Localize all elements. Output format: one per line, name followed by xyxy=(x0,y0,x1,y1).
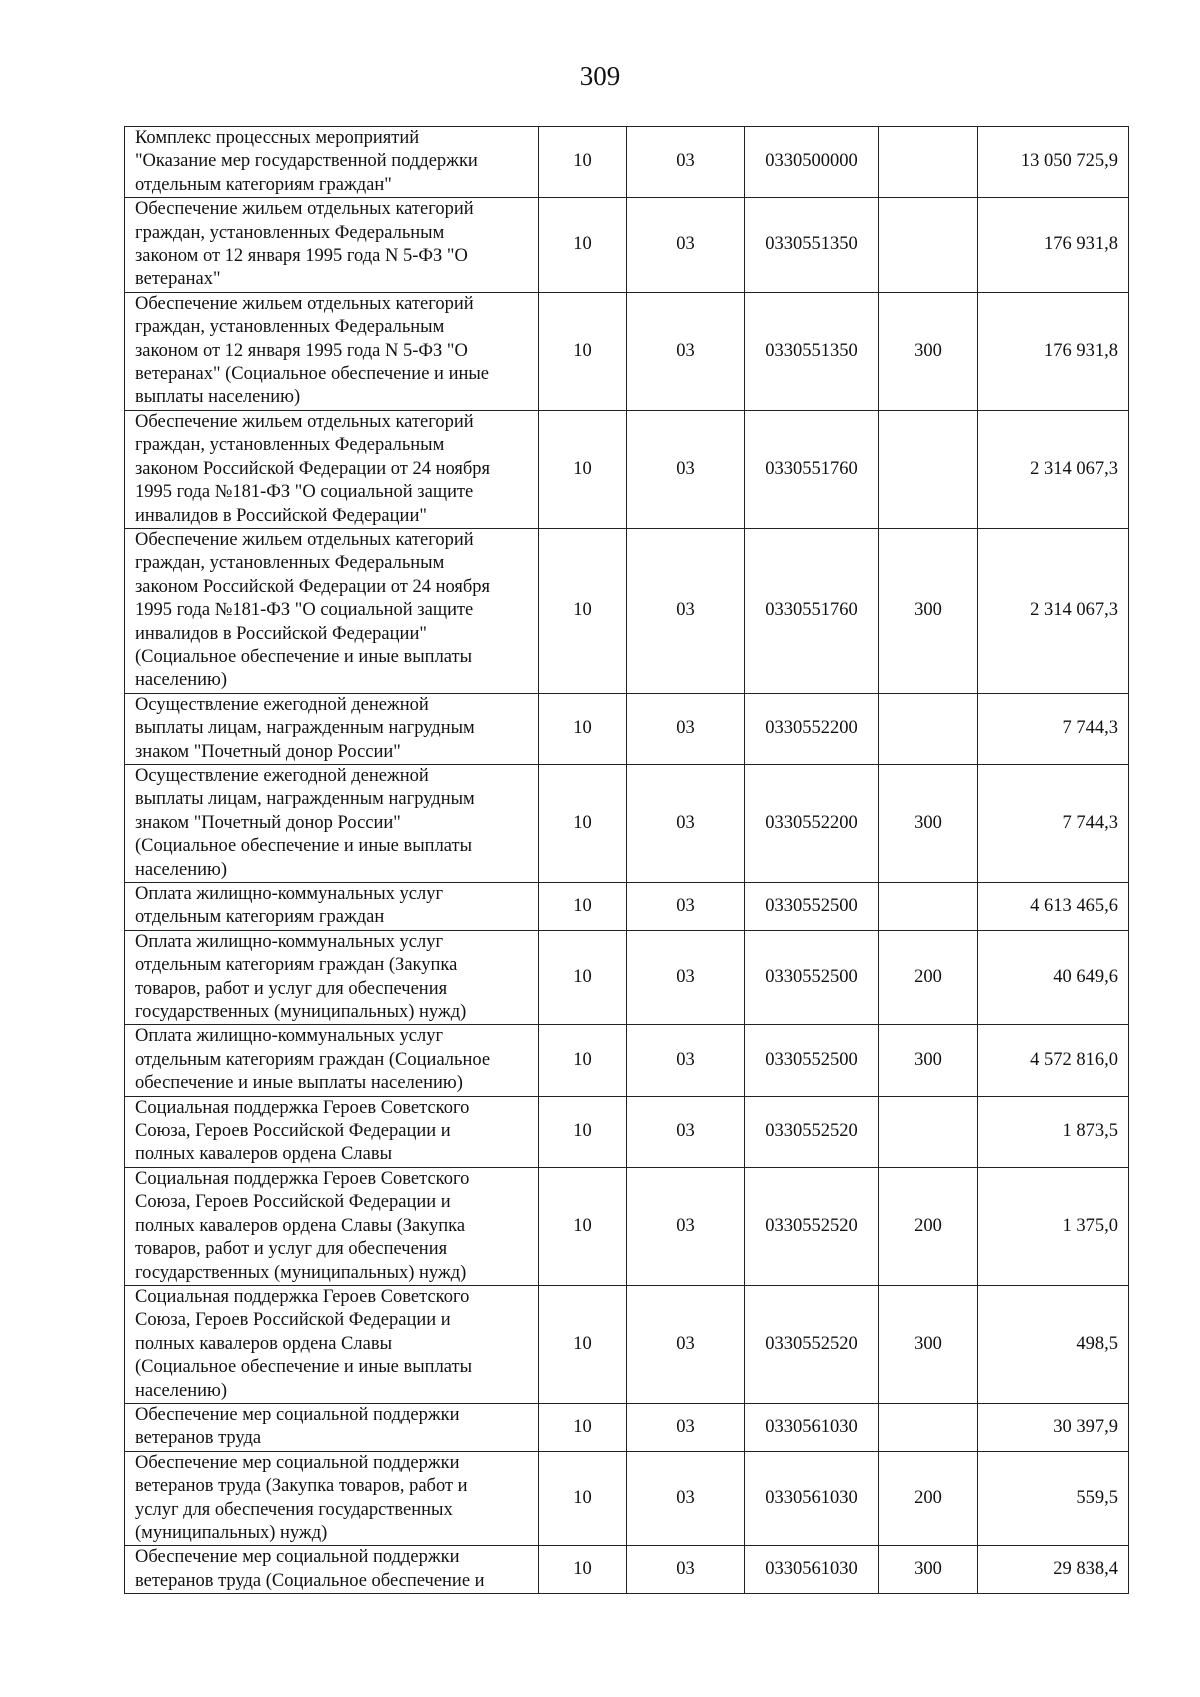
amount-cell: 40 649,6 xyxy=(978,930,1129,1025)
amount-cell: 7 744,3 xyxy=(978,764,1129,882)
expense-name-cell xyxy=(125,127,539,198)
expense-name-cell xyxy=(125,1451,539,1546)
expense-name-line: законом Российской Федерации от 24 ноября xyxy=(135,576,491,597)
expense-name-line: населению) xyxy=(135,859,227,880)
table-row xyxy=(125,198,1129,293)
table-row xyxy=(125,764,1129,882)
target-article-cell: 0330561030 xyxy=(745,1546,879,1594)
expense-type-cell xyxy=(879,883,978,931)
expense-type-cell xyxy=(879,410,978,528)
expense-name-line: населению) xyxy=(135,1380,227,1401)
expense-name-line: граждан, установленных Федеральным xyxy=(135,317,445,338)
section-code-cell: 10 xyxy=(539,1096,627,1167)
expense-name-line: Союза, Героев Российской Федерации и xyxy=(135,1310,451,1331)
expense-name-cell xyxy=(125,1403,539,1451)
expense-type-cell: 200 xyxy=(879,1451,978,1546)
amount-cell: 2 314 067,3 xyxy=(978,410,1129,528)
section-code-cell: 10 xyxy=(539,693,627,764)
expense-name-line: товаров, работ и услуг для обеспечения xyxy=(135,978,448,999)
expense-name-cell xyxy=(125,528,539,693)
expense-name-line: ветеранах" xyxy=(135,269,221,290)
expense-name-line: (Социальное обеспечение и иные выплаты xyxy=(135,646,473,667)
expense-type-cell xyxy=(879,1096,978,1167)
expense-name-line: полных кавалеров ордена Славы (Закупка xyxy=(135,1215,466,1236)
expense-name-line: Комплекс процессных мероприятий xyxy=(135,128,420,148)
expense-name-line: полных кавалеров ордена Славы xyxy=(135,1333,392,1354)
expense-name-cell xyxy=(125,198,539,293)
expense-name-line: Осуществление ежегодной денежной xyxy=(135,765,429,786)
section-code-cell: 10 xyxy=(539,1403,627,1451)
target-article-cell: 0330500000 xyxy=(745,127,879,198)
expense-name-line: услуг для обеспечения государственных xyxy=(135,1499,453,1520)
amount-cell: 2 314 067,3 xyxy=(978,528,1129,693)
expense-name-line: Социальная поддержка Героев Советского xyxy=(135,1168,470,1189)
amount-cell: 1 375,0 xyxy=(978,1167,1129,1285)
table-row xyxy=(125,127,1129,198)
expense-name-line: Обеспечение мер социальной поддержки xyxy=(135,1404,460,1425)
section-code-cell: 10 xyxy=(539,883,627,931)
amount-cell: 4 572 816,0 xyxy=(978,1025,1129,1096)
expense-name-cell xyxy=(125,764,539,882)
target-article-cell: 0330551350 xyxy=(745,292,879,410)
expense-name-cell xyxy=(125,1167,539,1285)
expense-name-line: знаком "Почетный донор России" xyxy=(135,812,401,833)
amount-cell: 176 931,8 xyxy=(978,198,1129,293)
expense-name-line: отдельным категориям граждан" xyxy=(135,174,392,195)
expense-name-line: 1995 года №181-ФЗ "О социальной защите xyxy=(135,482,474,503)
expense-name-line: выплаты населению) xyxy=(135,387,301,408)
expense-name-line: выплаты лицам, награжденным нагрудным xyxy=(135,718,475,739)
subsection-code-cell: 03 xyxy=(627,292,745,410)
section-code-cell: 10 xyxy=(539,930,627,1025)
expense-name-cell xyxy=(125,292,539,410)
expense-name-line: Социальная поддержка Героев Советского xyxy=(135,1097,470,1118)
subsection-code-cell: 03 xyxy=(627,1285,745,1403)
target-article-cell: 0330552500 xyxy=(745,883,879,931)
expense-type-cell: 300 xyxy=(879,528,978,693)
amount-cell: 4 613 465,6 xyxy=(978,883,1129,931)
expense-name-line: инвалидов в Российской Федерации" xyxy=(135,623,427,644)
subsection-code-cell: 03 xyxy=(627,1167,745,1285)
target-article-cell: 0330551760 xyxy=(745,410,879,528)
expense-name-cell xyxy=(125,410,539,528)
expense-name-line: Осуществление ежегодной денежной xyxy=(135,694,429,715)
expense-name-line: Обеспечение мер социальной поддержки xyxy=(135,1547,460,1568)
section-code-cell: 10 xyxy=(539,764,627,882)
section-code-cell: 10 xyxy=(539,1167,627,1285)
target-article-cell: 0330551350 xyxy=(745,198,879,293)
expense-name-line: граждан, установленных Федеральным xyxy=(135,222,445,243)
expense-name-line: Союза, Героев Российской Федерации и xyxy=(135,1192,451,1213)
page-number: 309 xyxy=(579,61,621,91)
expense-name-line: ветеранах" (Социальное обеспечение и иные xyxy=(135,364,490,385)
expense-name-line: ветеранов труда (Социальное обеспечение и xyxy=(135,1570,485,1591)
expense-type-cell: 200 xyxy=(879,1167,978,1285)
section-code-cell: 10 xyxy=(539,1546,627,1594)
target-article-cell: 0330552500 xyxy=(745,1025,879,1096)
target-article-cell: 0330552200 xyxy=(745,764,879,882)
expense-name-line: отдельным категориям граждан (Социальное xyxy=(135,1049,491,1070)
amount-cell: 7 744,3 xyxy=(978,693,1129,764)
subsection-code-cell: 03 xyxy=(627,693,745,764)
section-code-cell: 10 xyxy=(539,410,627,528)
table-row xyxy=(125,1451,1129,1546)
expense-name-cell xyxy=(125,1096,539,1167)
expense-name-line: Обеспечение жильем отдельных категорий xyxy=(135,293,474,314)
subsection-code-cell: 03 xyxy=(627,410,745,528)
amount-cell: 29 838,4 xyxy=(978,1546,1129,1594)
expense-name-line: законом от 12 января 1995 года N 5-ФЗ "О xyxy=(135,246,468,267)
expense-name-cell xyxy=(125,883,539,931)
table-row xyxy=(125,930,1129,1025)
expense-name-line: государственных (муниципальных) нужд) xyxy=(135,1262,467,1283)
subsection-code-cell: 03 xyxy=(627,528,745,693)
budget-table-body xyxy=(125,127,1129,1594)
expense-name-line: (Социальное обеспечение и иные выплаты xyxy=(135,1357,473,1378)
subsection-code-cell: 03 xyxy=(627,1451,745,1546)
expense-name-line: Социальная поддержка Героев Советского xyxy=(135,1286,470,1307)
expense-type-cell: 300 xyxy=(879,1546,978,1594)
section-code-cell: 10 xyxy=(539,198,627,293)
table-row xyxy=(125,292,1129,410)
expense-name-line: законом от 12 января 1995 года N 5-ФЗ "О xyxy=(135,340,468,361)
amount-cell: 559,5 xyxy=(978,1451,1129,1546)
subsection-code-cell: 03 xyxy=(627,883,745,931)
expense-name-line: Обеспечение жильем отдельных категорий xyxy=(135,411,474,432)
target-article-cell: 0330551760 xyxy=(745,528,879,693)
expense-name-line: выплаты лицам, награжденным нагрудным xyxy=(135,789,475,810)
expense-name-line: отдельным категориям граждан xyxy=(135,907,385,928)
expense-type-cell xyxy=(879,127,978,198)
expense-type-cell xyxy=(879,198,978,293)
expense-name-line: 1995 года №181-ФЗ "О социальной защите xyxy=(135,600,474,621)
amount-cell: 30 397,9 xyxy=(978,1403,1129,1451)
expense-name-line: Союза, Героев Российской Федерации и xyxy=(135,1121,451,1142)
expense-name-line: Обеспечение мер социальной поддержки xyxy=(135,1452,460,1473)
table-row xyxy=(125,1546,1129,1594)
subsection-code-cell: 03 xyxy=(627,764,745,882)
target-article-cell: 0330552520 xyxy=(745,1096,879,1167)
section-code-cell: 10 xyxy=(539,292,627,410)
amount-cell: 13 050 725,9 xyxy=(978,127,1129,198)
expense-name-cell xyxy=(125,1025,539,1096)
amount-cell: 1 873,5 xyxy=(978,1096,1129,1167)
expense-name-line: отдельным категориям граждан (Закупка xyxy=(135,955,458,976)
target-article-cell: 0330561030 xyxy=(745,1403,879,1451)
expense-type-cell: 200 xyxy=(879,930,978,1025)
expense-name-line: полных кавалеров ордена Славы xyxy=(135,1144,392,1165)
target-article-cell: 0330552200 xyxy=(745,693,879,764)
expense-name-line: (Социальное обеспечение и иные выплаты xyxy=(135,836,473,857)
expense-type-cell: 300 xyxy=(879,292,978,410)
expense-name-line: инвалидов в Российской Федерации" xyxy=(135,505,427,526)
table-row xyxy=(125,1096,1129,1167)
expense-name-line: Оплата жилищно-коммунальных услуг xyxy=(135,884,444,904)
expense-name-line: государственных (муниципальных) нужд) xyxy=(135,1002,467,1023)
expense-name-line: Обеспечение жильем отдельных категорий xyxy=(135,529,474,550)
table-row xyxy=(125,1025,1129,1096)
target-article-cell: 0330561030 xyxy=(745,1451,879,1546)
section-code-cell: 10 xyxy=(539,1025,627,1096)
subsection-code-cell: 03 xyxy=(627,1403,745,1451)
target-article-cell: 0330552520 xyxy=(745,1167,879,1285)
table-row xyxy=(125,1285,1129,1403)
table-row xyxy=(125,883,1129,931)
section-code-cell: 10 xyxy=(539,127,627,198)
expense-name-line: ветеранов труда (Закупка товаров, работ и xyxy=(135,1476,468,1497)
expense-name-line: товаров, работ и услуг для обеспечения xyxy=(135,1239,448,1260)
expense-name-line: "Оказание мер государственной поддержки xyxy=(135,151,478,172)
target-article-cell: 0330552500 xyxy=(745,930,879,1025)
table-row xyxy=(125,528,1129,693)
expense-name-line: (муниципальных) нужд) xyxy=(135,1522,328,1543)
expense-name-line: законом Российской Федерации от 24 ноября xyxy=(135,458,491,479)
expense-type-cell: 300 xyxy=(879,764,978,882)
expense-name-line: Оплата жилищно-коммунальных услуг xyxy=(135,931,444,952)
amount-cell: 498,5 xyxy=(978,1285,1129,1403)
budget-table xyxy=(124,126,1129,1594)
expense-name-line: ветеранов труда xyxy=(135,1428,262,1449)
target-article-cell: 0330552520 xyxy=(745,1285,879,1403)
subsection-code-cell: 03 xyxy=(627,1025,745,1096)
subsection-code-cell: 03 xyxy=(627,930,745,1025)
subsection-code-cell: 03 xyxy=(627,1096,745,1167)
expense-name-line: обеспечение и иные выплаты населению) xyxy=(135,1073,463,1094)
expense-type-cell xyxy=(879,1403,978,1451)
expense-name-line: населению) xyxy=(135,670,227,691)
subsection-code-cell: 03 xyxy=(627,1546,745,1594)
expense-name-line: Оплата жилищно-коммунальных услуг xyxy=(135,1026,444,1047)
expense-name-cell xyxy=(125,1546,539,1594)
table-row xyxy=(125,693,1129,764)
table-row xyxy=(125,410,1129,528)
expense-name-cell xyxy=(125,930,539,1025)
table-row xyxy=(125,1403,1129,1451)
expense-name-line: Обеспечение жильем отдельных категорий xyxy=(135,199,474,220)
expense-name-line: знаком "Почетный донор России" xyxy=(135,741,401,762)
expense-type-cell: 300 xyxy=(879,1025,978,1096)
subsection-code-cell: 03 xyxy=(627,127,745,198)
expense-name-line: граждан, установленных Федеральным xyxy=(135,553,445,574)
subsection-code-cell: 03 xyxy=(627,198,745,293)
section-code-cell: 10 xyxy=(539,1451,627,1546)
expense-name-cell xyxy=(125,1285,539,1403)
expense-name-cell xyxy=(125,693,539,764)
section-code-cell: 10 xyxy=(539,1285,627,1403)
expense-name-line: граждан, установленных Федеральным xyxy=(135,435,445,456)
amount-cell: 176 931,8 xyxy=(978,292,1129,410)
table-row xyxy=(125,1167,1129,1285)
expense-type-cell: 300 xyxy=(879,1285,978,1403)
section-code-cell: 10 xyxy=(539,528,627,693)
expense-type-cell xyxy=(879,693,978,764)
